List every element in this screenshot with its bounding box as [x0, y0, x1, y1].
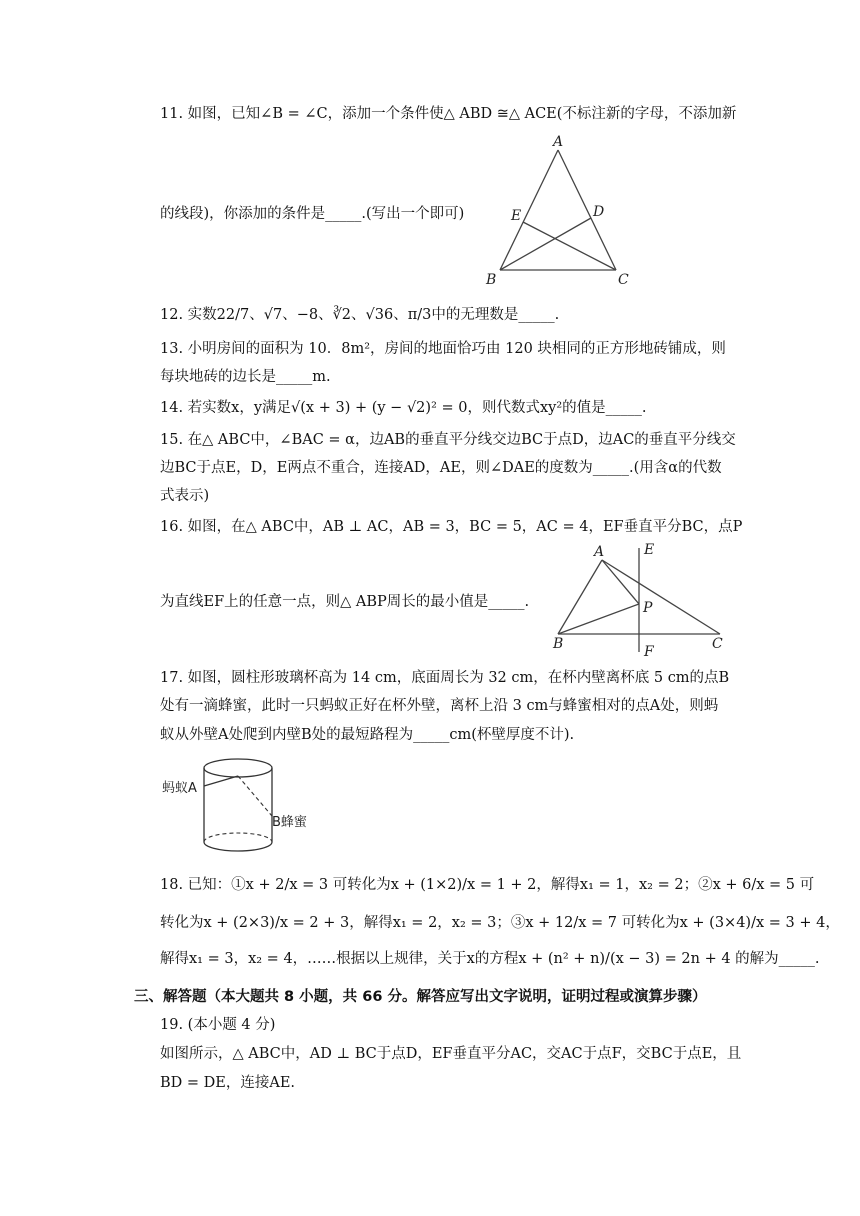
q17-line1: 17. 如图，圆柱形玻璃杯高为 14 cm，底面周长为 32 cm，在杯内壁离杯底 5 cm的点B: [160, 670, 730, 686]
q17-label-honey: B蜂蜜: [272, 815, 307, 830]
q19-line3: BD = DE，连接AE.: [160, 1075, 296, 1091]
q16-label-p: P: [643, 600, 653, 616]
q12-line1: 12. 实数22/7、√7、−8、∛2、√36、π/3中的无理数是_____.: [160, 307, 560, 323]
q14-line1: 14. 若实数x，y满足√(x + 3) + (y − √2)² = 0，则代数式xy²的值是_____.: [160, 400, 647, 416]
q13-line1: 13. 小明房间的面积为 10．8m²，房间的地面恰巧由 120 块相同的正方形地砖铺成，则: [160, 341, 726, 357]
q17-label-ant: 蚂蚁A: [162, 781, 197, 796]
q11-line2: 的线段)，你添加的条件是_____.(写出一个即可): [160, 206, 465, 222]
q16-line2: 为直线EF上的任意一点，则△ ABP周长的最小值是_____.: [160, 594, 530, 610]
q18-line3: 解得x₁ = 3，x₂ = 4，……根据以上规律，关于x的方程x + (n² + n)/(x − 3) = 2n + 4 的解为_____.: [160, 951, 820, 967]
q11-label-b: B: [486, 272, 497, 288]
q16-label-a: A: [594, 544, 605, 560]
q16-line1: 16. 如图，在△ ABC中，AB ⊥ AC，AB = 3，BC = 5，AC = 4，EF垂直平分BC，点P: [160, 519, 743, 535]
q11-label-a: A: [553, 134, 564, 150]
q11-label-e: E: [511, 208, 522, 224]
q16-label-b: B: [553, 636, 564, 652]
q16-label-e: E: [644, 542, 655, 558]
q16-label-f: F: [644, 644, 654, 660]
q11-label-d: D: [593, 204, 605, 220]
q18-line2: 转化为x + (2×3)/x = 2 + 3，解得x₁ = 2，x₂ = 3；③x + 12/x = 7 可转化为x + (3×4)/x = 3 + 4，: [160, 915, 840, 931]
q19-line2: 如图所示，△ ABC中，AD ⊥ BC于点D，EF垂直平分AC，交AC于点F，交BC于点E，且: [160, 1046, 742, 1062]
q11-label-c: C: [618, 272, 629, 288]
q18-line1: 18. 已知：①x + 2/x = 3 可转化为x + (1×2)/x = 1 + 2，解得x₁ = 1，x₂ = 2；②x + 6/x = 5 可: [160, 877, 815, 893]
q19-line1: 19. (本小题 4 分): [160, 1017, 276, 1033]
q17-cylinder-figure: [158, 752, 328, 864]
q17-line3: 蚁从外壁A处爬到内壁B处的最短路程为_____cm(杯壁厚度不计).: [160, 727, 575, 743]
section-heading: 三、解答题（本大题共 8 小题，共 66 分。解答应写出文字说明，证明过程或演算步骤）: [134, 989, 707, 1005]
q13-line2: 每块地砖的边长是_____m.: [160, 369, 331, 385]
q17-line2: 处有一滴蜂蜜，此时一只蚂蚁正好在杯外壁，离杯上沿 3 cm与蜂蜜相对的点A处，则蚂: [160, 698, 719, 714]
q16-label-c: C: [712, 636, 723, 652]
q15-line2: 边BC于点E，D，E两点不重合，连接AD，AE，则∠DAE的度数为_____.(用含α的代数: [160, 460, 722, 476]
q15-line3: 式表示): [160, 488, 210, 504]
q11-figure: [478, 130, 638, 290]
q16-figure: [548, 540, 738, 660]
q11-line1: 11. 如图，已知∠B = ∠C，添加一个条件使△ ABD ≅△ ACE(不标注新的字母，不添加新: [160, 106, 737, 122]
q15-line1: 15. 在△ ABC中，∠BAC = α，边AB的垂直平分线交边BC于点D，边AC的垂直平分线交: [160, 432, 736, 448]
